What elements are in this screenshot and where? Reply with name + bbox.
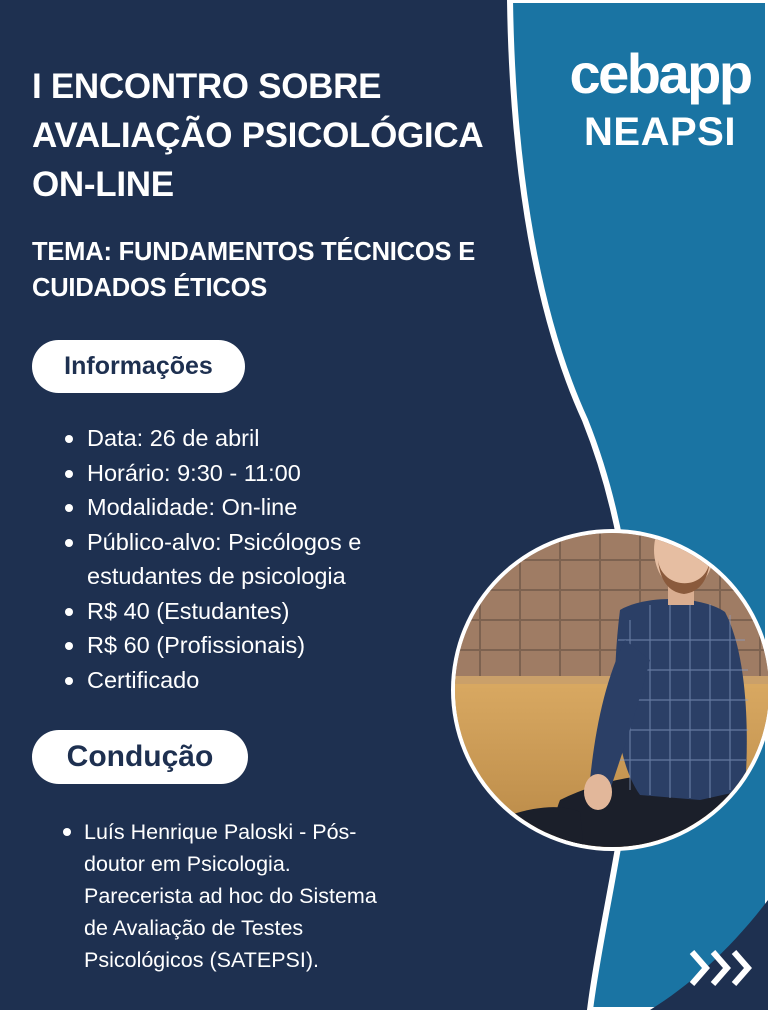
list-item-text: Modalidade: On-line [87,494,298,520]
list-item-text: doutor em Psicologia. [84,852,291,876]
title-line: AVALIAÇÃO PSICOLÓGICA [32,116,484,155]
event-theme [32,234,532,306]
list-item [63,816,453,976]
list-item-text: Luís Henrique Paloski - Pós- [84,820,357,844]
list-item-text: R$ 60 (Profissionais) [87,632,306,658]
list-item-text: Psicológicos (SATEPSI). [84,948,319,972]
informacoes-heading: Informações [32,340,245,393]
title-line: I ENCONTRO SOBRE [32,67,382,106]
title-line: ON-LINE [32,165,174,204]
list-item [65,525,435,594]
theme-line: TEMA: FUNDAMENTOS TÉCNICOS E [32,238,476,266]
list-item-text: Data: 26 de abril [87,425,260,451]
theme-line: CUIDADOS ÉTICOS [32,274,268,302]
list-item [65,421,435,456]
list-item-text: Parecerista ad hoc do Sistema [84,884,377,908]
list-item [65,663,435,698]
list-item [65,490,435,525]
info-list [65,421,435,697]
logo-main-text: cebapp [569,42,751,105]
list-item-text: Certificado [87,666,200,693]
cebapp-logo [560,44,760,154]
list-item [65,456,435,491]
conducao-heading: Condução [32,730,248,784]
list-item [65,594,435,629]
list-item-text: Público-alvo: Psicólogos e [87,528,362,555]
list-item [65,628,435,663]
list-item-text: R$ 40 (Estudantes) [87,597,290,624]
conducao-list [63,816,453,976]
triple-chevron-right-icon [688,946,754,990]
logo-sub-text: NEAPSI [584,110,736,154]
list-item-text: de Avaliação de Testes [84,916,304,940]
list-item-text: Horário: 9:30 - 11:00 [87,459,301,486]
list-item-text: estudantes de psicologia [87,563,346,589]
event-title [32,62,522,209]
